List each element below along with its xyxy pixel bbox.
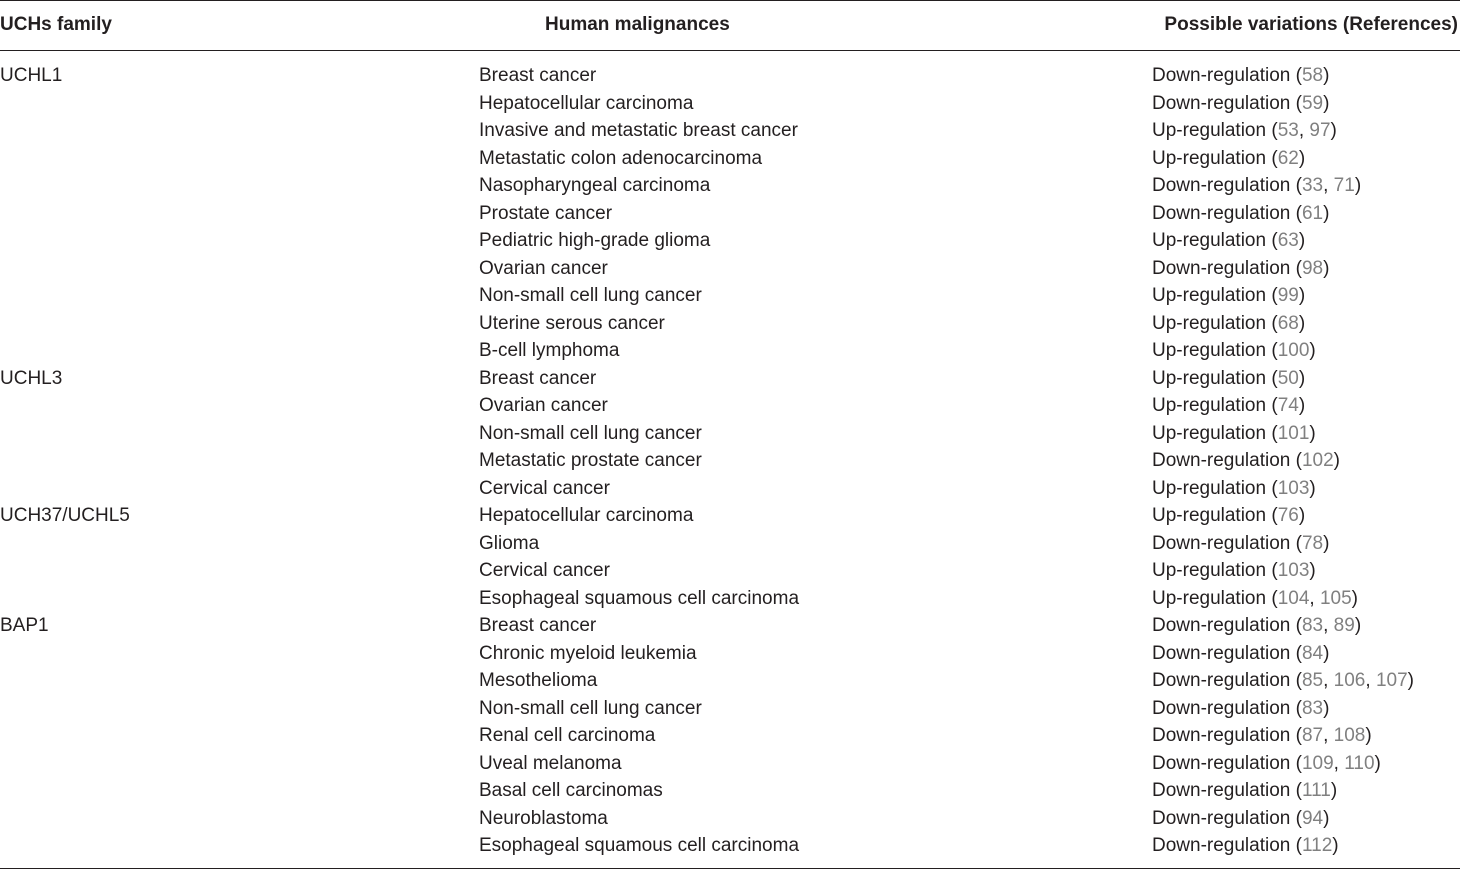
variation-text: Up-regulation <box>1152 560 1267 581</box>
table-row <box>0 612 1460 640</box>
variation-text: Down-regulation <box>1152 202 1291 224</box>
cell-malignancy: Invasive and metastatic breast cancer <box>479 120 798 141</box>
table-bottom-rule <box>0 868 1460 869</box>
cell-variation: Up-regulation (100) <box>1152 340 1316 361</box>
reference-link[interactable]: 111 <box>1301 780 1331 801</box>
reference-link[interactable]: 106 <box>1333 670 1366 691</box>
cell-variation: Down-regulation (83) <box>1152 697 1330 719</box>
table-row <box>0 62 1460 90</box>
table-body <box>0 62 1460 860</box>
variation-text: Up-regulation <box>1152 505 1267 526</box>
reference-link[interactable]: 50 <box>1277 367 1299 389</box>
variation-text: Down-regulation <box>1152 65 1291 86</box>
cell-variation: Up-regulation (99) <box>1152 285 1306 306</box>
cell-uchs-family: BAP1 <box>0 615 49 636</box>
reference-link[interactable]: 99 <box>1277 285 1299 306</box>
table-row <box>0 172 1460 200</box>
variation-text: Down-regulation <box>1152 257 1291 279</box>
cell-malignancy: Non-small cell lung cancer <box>479 422 702 444</box>
cell-malignancy: Esophageal squamous cell carcinoma <box>479 587 800 609</box>
header-uchs-family: UCHs family <box>0 14 112 35</box>
cell-malignancy: Glioma <box>479 532 540 554</box>
reference-link[interactable]: 104 <box>1277 587 1310 609</box>
reference-link[interactable]: 68 <box>1277 312 1299 334</box>
table-row <box>0 420 1460 448</box>
cell-malignancy: Non-small cell lung cancer <box>479 697 702 719</box>
table-row <box>0 282 1460 310</box>
reference-link[interactable]: 110 <box>1344 752 1375 774</box>
variation-text: Up-regulation <box>1152 312 1267 334</box>
reference-link[interactable]: 101 <box>1277 422 1310 444</box>
variation-text: Down-regulation <box>1152 725 1291 746</box>
variation-text: Up-regulation <box>1152 340 1267 361</box>
cell-variation: Down-regulation (112) <box>1152 835 1339 856</box>
reference-link[interactable]: 53 <box>1277 120 1299 141</box>
cell-malignancy: Esophageal squamous cell carcinoma <box>479 835 800 856</box>
cell-malignancy: Cervical cancer <box>479 477 610 499</box>
cell-malignancy: Mesothelioma <box>479 670 598 691</box>
reference-link[interactable]: 112 <box>1301 835 1333 856</box>
cell-variation: Down-regulation (85, 106, 107) <box>1152 670 1414 691</box>
cell-variation: Down-regulation (59) <box>1152 92 1330 114</box>
cell-uchs-family: UCHL3 <box>0 367 63 389</box>
table-row <box>0 90 1460 118</box>
cell-variation: Up-regulation (63) <box>1152 230 1306 251</box>
variation-text: Down-regulation <box>1152 752 1291 774</box>
cell-malignancy: Metastatic prostate cancer <box>479 450 702 471</box>
cell-malignancy: Metastatic colon adenocarcinoma <box>479 147 763 169</box>
cell-malignancy: Breast cancer <box>479 65 597 86</box>
reference-link[interactable]: 62 <box>1277 147 1299 169</box>
table-row <box>0 750 1460 778</box>
table-row <box>0 337 1460 365</box>
cell-variation: Down-regulation (111) <box>1152 780 1338 801</box>
table-row <box>0 667 1460 695</box>
cell-malignancy: Prostate cancer <box>479 202 613 224</box>
cell-malignancy: B-cell lymphoma <box>479 340 620 361</box>
cell-malignancy: Nasopharyngeal carcinoma <box>479 175 711 196</box>
cell-variation: Down-regulation (58) <box>1152 65 1330 86</box>
cell-malignancy: Uterine serous cancer <box>479 312 665 334</box>
reference-link[interactable]: 33 <box>1301 175 1324 196</box>
cell-malignancy: Ovarian cancer <box>479 257 608 279</box>
variation-text: Down-regulation <box>1152 175 1291 196</box>
cell-malignancy: Hepatocellular carcinoma <box>479 505 694 526</box>
cell-variation: Down-regulation (109, 110) <box>1152 752 1381 774</box>
cell-malignancy: Non-small cell lung cancer <box>479 285 702 306</box>
cell-variation: Down-regulation (84) <box>1152 642 1330 664</box>
reference-link[interactable]: 84 <box>1301 642 1324 664</box>
reference-link[interactable]: 76 <box>1277 505 1299 526</box>
cell-variation: Up-regulation (50) <box>1152 367 1306 389</box>
reference-link[interactable]: 78 <box>1301 532 1324 554</box>
variation-text: Up-regulation <box>1152 285 1267 306</box>
table-row <box>0 585 1460 613</box>
table-row <box>0 145 1460 173</box>
header-human-malignances: Human malignances <box>545 14 730 35</box>
reference-link[interactable]: 102 <box>1301 450 1334 471</box>
variation-text: Up-regulation <box>1152 395 1267 416</box>
variation-text: Down-regulation <box>1152 615 1291 636</box>
table-row <box>0 447 1460 475</box>
cell-variation: Up-regulation (68) <box>1152 312 1306 334</box>
cell-variation: Up-regulation (76) <box>1152 505 1306 526</box>
table-row <box>0 502 1460 530</box>
table-row <box>0 392 1460 420</box>
header-possible-variations: Possible variations (References) <box>1164 14 1458 35</box>
table-header-rule <box>0 50 1460 51</box>
table-row <box>0 777 1460 805</box>
cell-variation: Down-regulation (78) <box>1152 532 1330 554</box>
variation-text: Down-regulation <box>1152 780 1291 801</box>
cell-malignancy: Breast cancer <box>479 615 597 636</box>
variation-text: Down-regulation <box>1152 697 1291 719</box>
reference-link[interactable]: 59 <box>1301 92 1324 114</box>
cell-malignancy: Hepatocellular carcinoma <box>479 92 694 114</box>
table-row <box>0 200 1460 228</box>
cell-variation: Up-regulation (74) <box>1152 395 1306 416</box>
cell-malignancy: Cervical cancer <box>479 560 610 581</box>
table-row <box>0 117 1460 145</box>
variation-text: Up-regulation <box>1152 587 1267 609</box>
cell-malignancy: Chronic myeloid leukemia <box>479 642 697 664</box>
cell-variation: Up-regulation (101) <box>1152 422 1316 444</box>
cell-variation: Down-regulation (83, 89) <box>1152 615 1362 636</box>
cell-variation: Up-regulation (103) <box>1152 477 1316 499</box>
cell-variation: Down-regulation (87, 108) <box>1152 725 1372 746</box>
cell-malignancy: Pediatric high-grade glioma <box>479 230 711 251</box>
variation-text: Up-regulation <box>1152 230 1267 251</box>
cell-variation: Down-regulation (33, 71) <box>1152 175 1362 196</box>
cell-variation: Up-regulation (62) <box>1152 147 1306 169</box>
variation-text: Up-regulation <box>1152 367 1267 389</box>
table-row <box>0 805 1460 833</box>
reference-link[interactable]: 58 <box>1301 65 1324 86</box>
variation-text: Down-regulation <box>1152 450 1291 471</box>
cell-malignancy: Uveal melanoma <box>479 752 622 774</box>
cell-malignancy: Ovarian cancer <box>479 395 608 416</box>
cell-uchs-family: UCH37/UCHL5 <box>0 505 130 526</box>
variation-text: Up-regulation <box>1152 422 1267 444</box>
cell-variation: Up-regulation (53, 97) <box>1152 120 1337 141</box>
reference-link[interactable]: 100 <box>1277 340 1310 361</box>
table-row <box>0 530 1460 558</box>
cell-variation: Up-regulation (104, 105) <box>1152 587 1358 609</box>
reference-link[interactable]: 105 <box>1319 587 1352 609</box>
reference-link[interactable]: 83 <box>1301 615 1324 636</box>
reference-link[interactable]: 108 <box>1333 725 1366 746</box>
table-row <box>0 557 1460 585</box>
variation-text: Down-regulation <box>1152 807 1291 829</box>
variation-text: Up-regulation <box>1152 120 1267 141</box>
reference-link[interactable]: 63 <box>1277 230 1299 251</box>
reference-link[interactable]: 98 <box>1301 257 1324 279</box>
reference-link[interactable]: 103 <box>1277 477 1310 499</box>
variation-text: Down-regulation <box>1152 92 1291 114</box>
table-header-row <box>0 0 1460 50</box>
reference-link[interactable]: 87 <box>1301 725 1324 746</box>
table-row <box>0 475 1460 503</box>
cell-malignancy: Renal cell carcinoma <box>479 725 656 746</box>
cell-variation: Up-regulation (103) <box>1152 560 1316 581</box>
table-row <box>0 722 1460 750</box>
cell-variation: Down-regulation (102) <box>1152 450 1340 471</box>
cell-malignancy: Basal cell carcinomas <box>479 780 663 801</box>
cell-variation: Down-regulation (94) <box>1152 807 1330 829</box>
table-row <box>0 310 1460 338</box>
reference-link[interactable]: 103 <box>1277 560 1310 581</box>
reference-link[interactable]: 85 <box>1301 670 1324 691</box>
reference-link[interactable]: 71 <box>1333 175 1355 196</box>
reference-link[interactable]: 94 <box>1301 807 1324 829</box>
variation-text: Down-regulation <box>1152 532 1291 554</box>
reference-link[interactable]: 61 <box>1301 202 1324 224</box>
table-row <box>0 695 1460 723</box>
table-row <box>0 640 1460 668</box>
reference-link[interactable]: 83 <box>1301 697 1324 719</box>
variation-text: Up-regulation <box>1152 147 1267 169</box>
variation-text: Down-regulation <box>1152 835 1291 856</box>
variation-text: Down-regulation <box>1152 670 1291 691</box>
cell-uchs-family: UCHL1 <box>0 65 63 86</box>
variation-text: Up-regulation <box>1152 477 1267 499</box>
table-row <box>0 365 1460 393</box>
table-row <box>0 227 1460 255</box>
table-row <box>0 255 1460 283</box>
cell-variation: Down-regulation (98) <box>1152 257 1330 279</box>
reference-link[interactable]: 97 <box>1309 120 1331 141</box>
table-row <box>0 832 1460 860</box>
cell-malignancy: Neuroblastoma <box>479 807 608 829</box>
reference-link[interactable]: 109 <box>1301 752 1334 774</box>
reference-link[interactable]: 107 <box>1375 670 1408 691</box>
reference-link[interactable]: 74 <box>1277 395 1299 416</box>
variation-text: Down-regulation <box>1152 642 1291 664</box>
cell-malignancy: Breast cancer <box>479 367 597 389</box>
reference-link[interactable]: 89 <box>1333 615 1355 636</box>
cell-variation: Down-regulation (61) <box>1152 202 1330 224</box>
